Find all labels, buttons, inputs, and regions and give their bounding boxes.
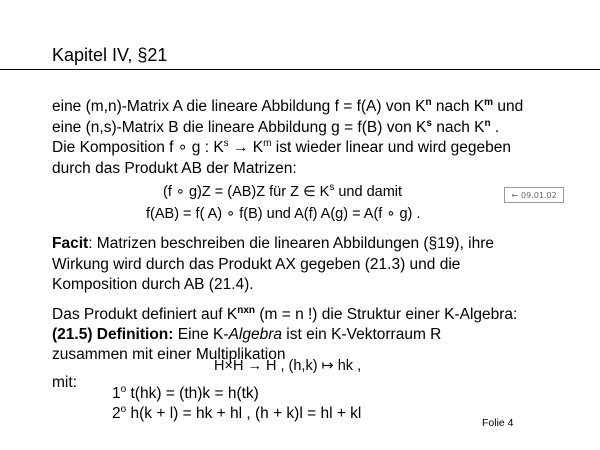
formula-line: f(AB) = f( A) ∘ f(B) und A(f) A(g) = A(f ∘ g) . bbox=[146, 206, 421, 222]
reference-date: 09.01.02 bbox=[521, 190, 557, 200]
text-line: eine (m,n)-Matrix A die lineare Abbildung f = f(A) von $K^n$ nach $K^m$ und bbox=[52, 97, 524, 115]
text-line: eine (n,s)-Matrix B die lineare Abbildung g = f(B) von $K^s$ nach $K^n$ . bbox=[52, 118, 500, 136]
facit-label: Facit bbox=[52, 235, 89, 252]
text-line: Facit: Matrizen beschreiben die linearen Abbildungen (§19), ihre bbox=[52, 235, 495, 252]
text-line: mit: bbox=[52, 374, 77, 391]
text-line: zusammen mit einer Multiplikation bbox=[52, 346, 286, 363]
formula-line: H×H → H , (h,k) ↦ hk , bbox=[214, 358, 362, 374]
back-reference-link[interactable] bbox=[504, 187, 564, 203]
text-line: Wirkung wird durch das Produkt AX gegeben (21.3) und die bbox=[52, 256, 461, 273]
text-line: (21.5) Definition: Eine K-Algebra ist ein K-Vektorraum R bbox=[52, 326, 442, 343]
text-line: durch das Produkt AB der Matrizen: bbox=[52, 160, 297, 177]
formula-line: (f ∘ g)Z = (AB)Z für Z ∈ $K^s$ und damit bbox=[163, 182, 403, 200]
condition-line: 2$^o$ h(k + l) = hk + hl , (h + k)l = hl + kl bbox=[112, 404, 362, 422]
text-line: Das Produkt definiert auf $K^{nxn}$ (m = n !) die Struktur einer K-Algebra: bbox=[52, 305, 518, 323]
slide-number: Folie 4 bbox=[482, 417, 514, 429]
text-line: Die Komposition f ∘ g : $K^s \to K^m$ ist wieder linear und wird gegeben bbox=[52, 138, 511, 156]
condition-line: 1$^o$ t(hk) = (th)k = h(tk) bbox=[112, 384, 259, 402]
text-line: Komposition durch AB (21.4). bbox=[52, 276, 254, 293]
title-divider bbox=[0, 69, 600, 70]
slide-title: Kapitel IV, §21 bbox=[52, 45, 168, 65]
definition-label: (21.5) Definition: bbox=[52, 326, 174, 343]
arrow-left-icon: ← bbox=[511, 190, 519, 200]
